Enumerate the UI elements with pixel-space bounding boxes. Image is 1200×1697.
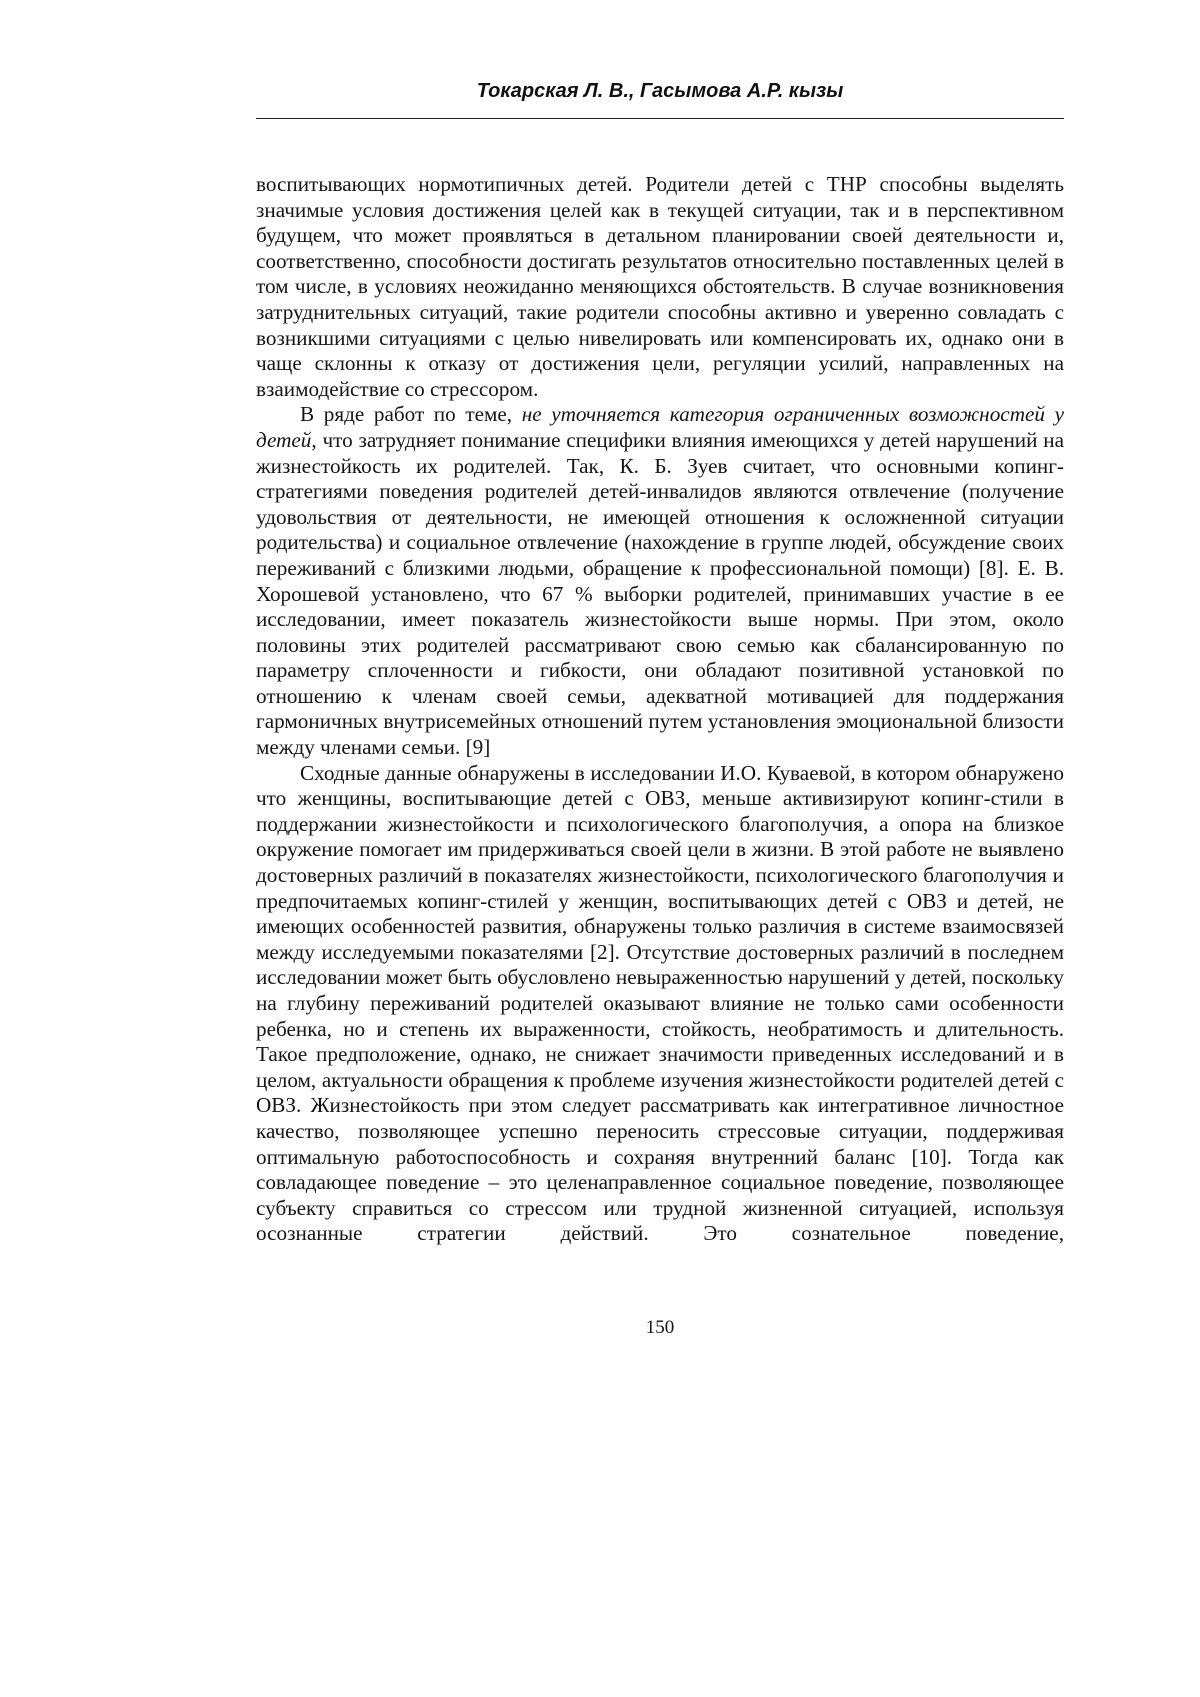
paragraph-2-emphasis: не уточняется категория ограниченных возможностей у детей [256, 402, 1064, 452]
running-header: Токарская Л. В., Гасымова А.Р. кызы [256, 78, 1064, 104]
body-text [256, 172, 1064, 1247]
paragraph-2-rest: , что затрудняет понимание специфики влияния имеющихся у детей нарушений на жизнестойкость их родителей. Так, К. Б. Зуев считает, что основными копинг-стратегиями поведения родителей детей-инвалидов являются отвлечение (получение удовольствия от деятельности, не имеющей отношения к осложненной ситуации родительства) и социальное отвлечение (нахождение в группе людей, обсуждение своих переживаний с близкими людьми, обращение к профессиональной помощи) [8]. Е. В. Хорошевой установлено, что 67 % выборки родителей, принимавших участие в ее исследовании, имеет показатель жизнестойкости выше нормы. При этом, около половины этих родителей рассматривают свою семью как сбалансированную по параметру сплоченности и гибкости, они обладают позитивной установкой по отношению к членам своей семьи, адекватной мотивацией для поддержания гармоничных внутрисемейных отношений путем установления эмоциональной близости между членами семьи. [9] [256, 428, 1064, 759]
page-number: 150 [256, 1316, 1064, 1340]
paragraph-2-start: В ряде работ по теме, [300, 402, 522, 426]
paragraph-1: воспитывающих нормотипичных детей. Родители детей с ТНР способны выделять значимые условия достижения целей как в текущей ситуации, так и в перспективном будущем, что может проявляться в детальном планировании своей деятельности и, соответственно, способности достигать результатов относительно поставленных целей в том числе, в условиях неожиданно меняющихся обстоятельств. В случае возникновения затруднительных ситуаций, такие родители способны активно и уверенно совладать с возникшими ситуациями с целью нивелировать или компенсировать их, однако они в чаще склонны к отказу от достижения цели, регуляции усилий, направленных на взаимодействие со стрессором. [256, 172, 1064, 402]
paragraph-3: Сходные данные обнаружены в исследовании И.О. Куваевой, в котором обнаружено что женщины, воспитывающие детей с ОВЗ, меньше активизируют копинг-стили в поддержании жизнестойкости и психологического благополучия, а опора на близкое окружение помогает им придерживаться своей цели в жизни. В этой работе не выявлено достоверных различий в показателях жизнестойкости, психологического благополучия и предпочитаемых копинг-стилей у женщин, воспитывающих детей с ОВЗ и детей, не имеющих особенностей развития, обнаружены только различия в системе взаимосвязей между исследуемыми показателями [2]. Отсутствие достоверных различий в последнем исследовании может быть обусловлено невыраженностью нарушений у детей, поскольку на глубину переживаний родителей оказывают влияние не только сами особенности ребенка, но и степень их выраженности, стойкость, необратимость и длительность. Такое предположение, однако, не снижает значимости приведенных исследований и в целом, актуальности обращения к проблеме изучения жизнестойкости родителей детей с ОВЗ. Жизнестойкость при этом следует рассматривать как интегративное личностное качество, позволяющее успешно переносить стрессовые ситуации, поддерживая оптимальную работоспособность и сохраняя внутренний баланс [10]. Тогда как совладающее поведение – это целенаправленное социальное поведение, позволяющее субъекту справиться со стрессом или трудной жизненной ситуацией, используя осознанные стратегии действий. Это сознательное поведение, [256, 761, 1064, 1247]
document-page [0, 0, 1200, 1697]
paragraph-2 [256, 402, 1064, 760]
header-rule [256, 118, 1064, 119]
